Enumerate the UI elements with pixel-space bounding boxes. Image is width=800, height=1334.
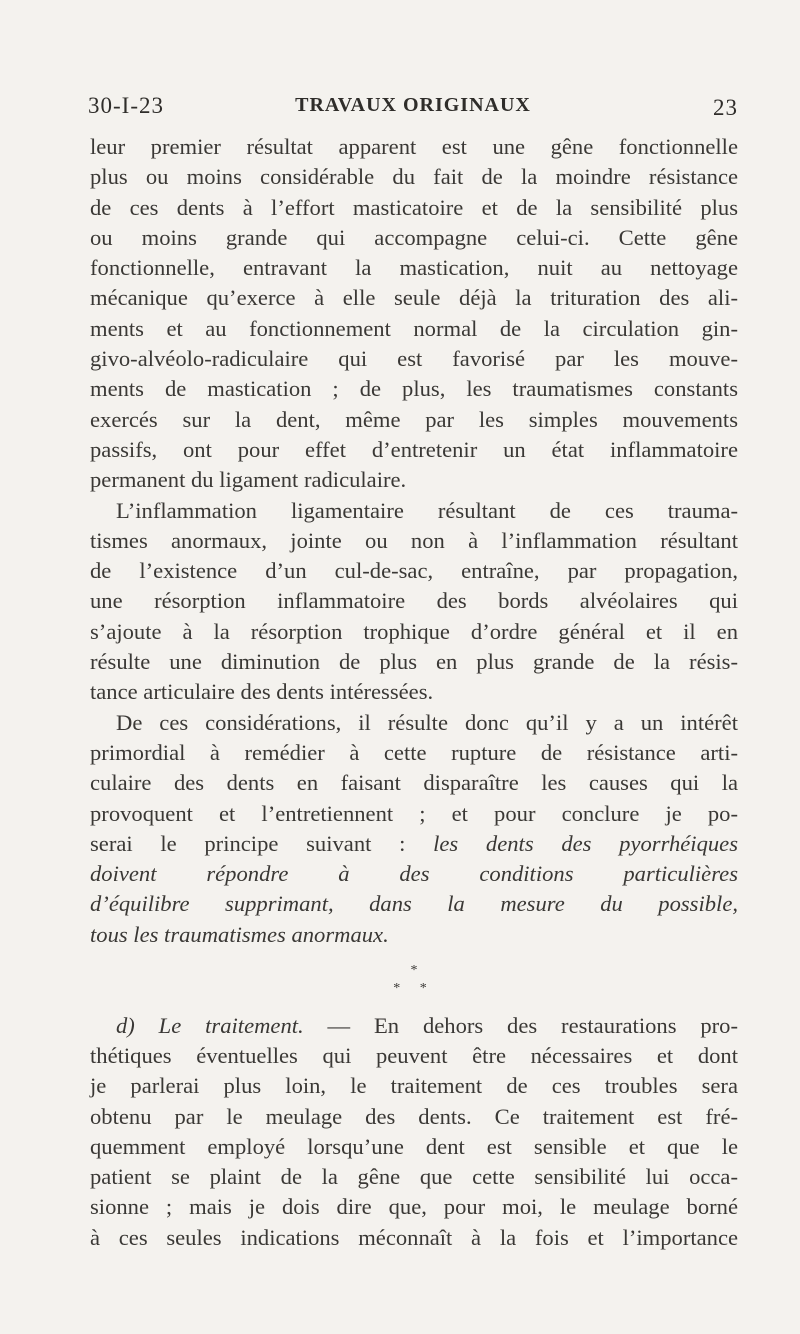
- text-line: s’ajoute à la résorption trophique d’ordre général et il en: [90, 618, 738, 644]
- body-text: [90, 132, 738, 1253]
- text-line: quemment employé lorsqu’une dent est sensible et que le: [90, 1133, 738, 1159]
- text-line: ments et au fonctionnement normal de la circulation gin-: [90, 315, 738, 341]
- text-line: [90, 829, 738, 859]
- text-line-italic: d’équilibre supprimant, dans la mesure du possible,: [90, 891, 738, 917]
- text-line: givo-alvéolo-radiculaire qui est favorisé par les mouve-: [90, 346, 738, 372]
- text-line: primordial à remédier à cette rupture de résistance arti-: [90, 739, 738, 765]
- header-date: 30-I-23: [88, 93, 164, 118]
- text-line: thétiques éventuelles qui peuvent être nécessaires et dont: [90, 1042, 738, 1068]
- asterism: [90, 950, 738, 1011]
- text-line: une résorption inflammatoire des bords alvéolaires qui: [90, 588, 738, 614]
- asterism-top: *: [410, 963, 418, 979]
- text-line: je parlerai plus loin, le traitement de ces troubles sera: [90, 1073, 738, 1099]
- text-line-italic: tous les traumatismes anormaux.: [90, 921, 389, 947]
- running-header: [88, 93, 738, 123]
- italic-run: les dents des pyorrhéiques: [433, 830, 738, 856]
- text-line: leur premier résultat apparent est une gêne fonctionnelle: [90, 134, 738, 159]
- asterism-bottom: * *: [393, 981, 435, 997]
- text-line: passifs, ont pour effet d’entretenir un état inflammatoire: [90, 436, 738, 462]
- text-run: — En dehors des restaurations pro-: [303, 1012, 738, 1038]
- text-line: tismes anormaux, jointe ou non à l’inflammation résultant: [90, 527, 738, 553]
- text-line: De ces considérations, il résulte donc qu’il y a un intérêt: [116, 709, 738, 735]
- text-line: tance articulaire des dents intéressées.: [90, 679, 434, 705]
- text-line: résulte une diminution de plus en plus grande de la résis-: [90, 649, 738, 675]
- text-line: plus ou moins considérable du fait de la moindre résistance: [90, 164, 738, 190]
- text-line: [90, 1011, 738, 1041]
- header-title: TRAVAUX ORIGINAUX: [295, 94, 531, 116]
- text-line: patient se plaint de la gêne que cette sensibilité lui occa-: [90, 1164, 738, 1190]
- text-line: fonctionnelle, entravant la mastication, nuit au nettoyage: [90, 255, 738, 281]
- text-line: L’inflammation ligamentaire résultant de ces trauma-: [116, 497, 738, 523]
- text-line: exercés sur la dent, même par les simples mouvements: [90, 406, 738, 432]
- text-line-italic: doivent répondre à des conditions particulières: [90, 861, 738, 887]
- text-line: ments de mastication ; de plus, les traumatismes constants: [90, 376, 738, 402]
- text-line: provoquent et l’entretiennent ; et pour conclure je po-: [90, 800, 738, 826]
- text-line: permanent du ligament radiculaire.: [90, 467, 407, 493]
- text-line: sionne ; mais je dois dire que, pour moi, le meulage borné: [90, 1194, 738, 1220]
- text-line: de l’existence d’un cul-de-sac, entraîne, par propagation,: [90, 558, 738, 584]
- section-heading: d) Le traitement.: [116, 1012, 304, 1038]
- text-line: culaire des dents en faisant disparaître les causes qui la: [90, 770, 738, 796]
- text-line: mécanique qu’exerce à elle seule déjà la trituration des ali-: [90, 285, 738, 311]
- text-line: obtenu par le meulage des dents. Ce traitement est fré-: [90, 1103, 738, 1129]
- text-line: de ces dents à l’effort masticatoire et de la sensibilité plus: [90, 194, 738, 220]
- page-number: 23: [713, 95, 738, 120]
- text-line: ou moins grande qui accompagne celui-ci. Cette gêne: [90, 224, 738, 250]
- text-run: serai le principe suivant :: [90, 830, 434, 856]
- text-line: à ces seules indications méconnaît à la fois et l’importance: [90, 1224, 738, 1250]
